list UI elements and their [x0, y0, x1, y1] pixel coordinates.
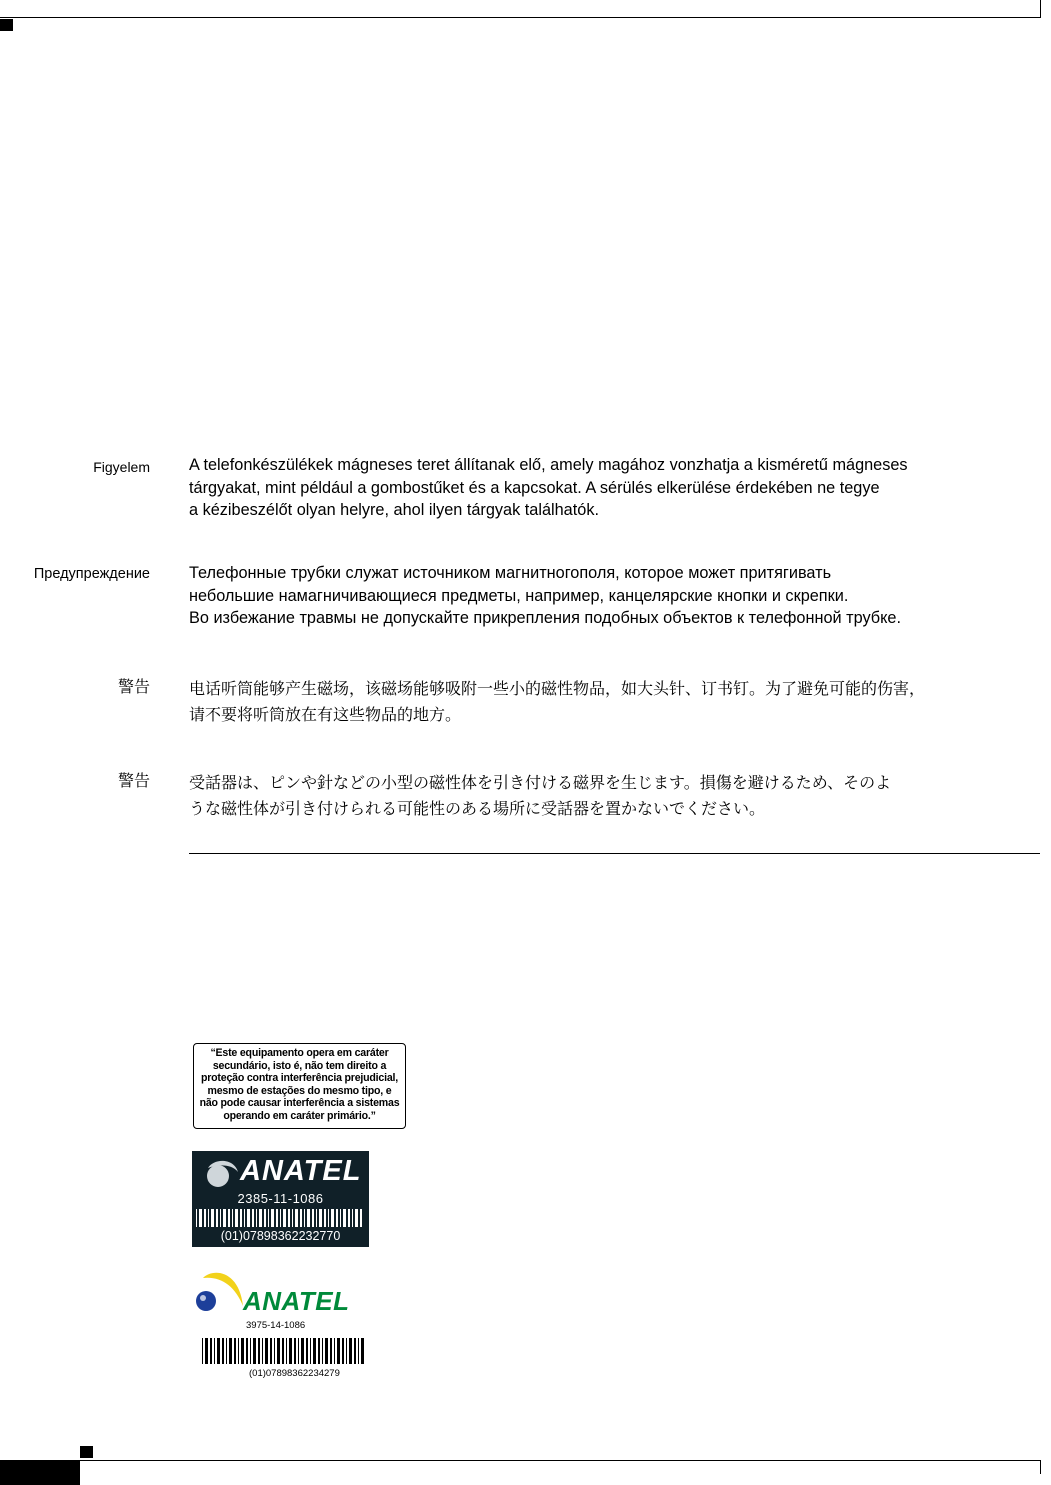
barcode-bar — [232, 1209, 233, 1227]
barcode-bar — [319, 1209, 322, 1227]
barcode-bar — [258, 1338, 260, 1364]
barcode-bar — [289, 1338, 292, 1364]
warning-line: 受話器は、ピンや針などの小型の磁性体を引き付ける磁界を生じます。損傷を避けるため、そのよ — [189, 773, 892, 792]
barcode-bar — [220, 1209, 221, 1227]
barcode-bar — [199, 1209, 202, 1227]
barcode-bar — [298, 1338, 299, 1364]
warning-line: a kézibeszélőt olyan helyre, ahol ilyen tárgyak találhatók. — [189, 501, 599, 519]
warning-line: небольшие намагничивающиеся предметы, например, канцелярские кнопки и скрепки. — [189, 586, 849, 605]
barcode-bar — [208, 1209, 209, 1227]
barcode-bar — [352, 1209, 353, 1227]
barcode-bar — [346, 1338, 347, 1364]
barcode-bar — [343, 1209, 346, 1227]
barcode-bar — [241, 1338, 244, 1364]
barcode-bar — [222, 1338, 224, 1364]
barcode-bar — [283, 1209, 286, 1227]
notice-line: “Este equipamento opera em caráter — [210, 1047, 389, 1059]
barcode-bar — [223, 1209, 226, 1227]
barcode-bar — [318, 1338, 320, 1364]
barcode-bar — [205, 1338, 208, 1364]
barcode-bar — [322, 1338, 323, 1364]
barcode-bar — [264, 1209, 266, 1227]
barcode-bar — [253, 1338, 256, 1364]
barcode-bar — [337, 1338, 340, 1364]
barcode-bar — [277, 1338, 280, 1364]
barcode-bar — [360, 1209, 362, 1227]
barcode-bar — [282, 1338, 284, 1364]
top-corner-marker — [0, 19, 13, 31]
warning-text-japanese — [189, 770, 1039, 821]
barcode-bar — [240, 1209, 242, 1227]
barcode-bar — [246, 1338, 248, 1364]
barcode-bar — [276, 1209, 278, 1227]
warning-line: Во избежание травмы не допускайте прикрепления подобных объектов к телефонной трубке. — [189, 609, 901, 627]
barcode-bar — [348, 1209, 350, 1227]
bottom-rule-end — [1040, 1460, 1041, 1474]
anatel-notice-box — [193, 1043, 406, 1129]
barcode-bar — [202, 1338, 203, 1364]
warning-label-hungarian: Figyelem — [93, 459, 150, 475]
barcode-bar — [262, 1338, 263, 1364]
barcode-icon — [196, 1209, 365, 1227]
barcode-icon — [202, 1338, 367, 1364]
barcode-bar — [226, 1338, 227, 1364]
barcode-bar — [340, 1209, 341, 1227]
barcode-bar — [306, 1338, 308, 1364]
barcode-bar — [313, 1338, 316, 1364]
barcode-bar — [307, 1209, 310, 1227]
barcode-bar — [295, 1209, 298, 1227]
barcode-bar — [247, 1209, 250, 1227]
barcode-bar — [355, 1209, 358, 1227]
warning-line: A telefonkészülékek mágneses teret állítanak elő, amely magához vonzhatja a kisméretű mágneses — [189, 456, 908, 474]
barcode-bar — [280, 1209, 281, 1227]
barcode-bar — [244, 1209, 245, 1227]
barcode-bar — [274, 1338, 275, 1364]
barcode-bar — [288, 1209, 290, 1227]
barcode-bar — [361, 1338, 364, 1364]
anatel-logo-icon — [195, 1270, 245, 1314]
warning-line: 电话听筒能够产生磁场，该磁场能够吸附一些小的磁性物品，如大头针、订书钉。为了避免可能的伤害， — [189, 679, 926, 698]
anatel-gtin-number: (01)07898362232770 — [220, 1229, 341, 1243]
barcode-bar — [354, 1338, 356, 1364]
barcode-bar — [196, 1209, 197, 1227]
notice-line: mesmo de estações do mesmo tipo, e — [207, 1084, 392, 1097]
notice-line: proteção contra interferência prejudicial, — [200, 1072, 399, 1085]
barcode-bar — [349, 1338, 352, 1364]
bottom-rule — [80, 1460, 1041, 1461]
barcode-bar — [331, 1209, 334, 1227]
warning-label-russian: Предупреждение — [33, 566, 150, 582]
barcode-bar — [204, 1209, 206, 1227]
barcode-bar — [330, 1338, 332, 1364]
barcode-bar — [316, 1209, 317, 1227]
warning-line: 请不要将听筒放在有这些物品的地方。 — [189, 704, 462, 724]
section-divider — [189, 853, 1040, 854]
barcode-bar — [270, 1338, 272, 1364]
barcode-bar — [250, 1338, 251, 1364]
notice-line: operando em caráter primário.” — [223, 1109, 376, 1122]
barcode-bar — [259, 1209, 262, 1227]
warning-line: tárgyakat, mint például a gombostűket és a kapcsokat. A sérülés elkerülése érdekében ne tegye — [189, 478, 880, 497]
footer-page-block — [0, 1460, 80, 1485]
warning-text-russian — [189, 562, 1039, 630]
barcode-bar — [234, 1338, 236, 1364]
warning-text-chinese — [189, 676, 1039, 727]
anatel-logo-icon — [204, 1158, 240, 1190]
barcode-bar — [342, 1338, 344, 1364]
barcode-bar — [256, 1209, 257, 1227]
barcode-bar — [324, 1209, 326, 1227]
barcode-bar — [334, 1338, 335, 1364]
warning-label-chinese: 警告 — [117, 677, 150, 696]
barcode-bar — [300, 1209, 302, 1227]
notice-line: não pode causar interferência a sistemas — [199, 1097, 400, 1110]
barcode-bar — [238, 1338, 239, 1364]
anatel-label-dark — [192, 1151, 369, 1247]
anatel-cert-number: 2385-11-1086 — [237, 1191, 324, 1206]
barcode-bar — [292, 1209, 293, 1227]
barcode-bar — [214, 1338, 215, 1364]
warning-line: Телефонные трубки служат источником магнитногополя, которое может притягивать — [189, 564, 832, 582]
barcode-bar — [268, 1209, 269, 1227]
barcode-bar — [265, 1338, 268, 1364]
barcode-bar — [310, 1338, 311, 1364]
barcode-bar — [301, 1338, 304, 1364]
barcode-bar — [228, 1209, 230, 1227]
anatel-brand-text: ANATEL — [243, 1286, 350, 1316]
notice-line: secundário, isto é, não tem direito a — [212, 1059, 387, 1072]
barcode-bar — [210, 1338, 212, 1364]
warning-line: うな磁性体が引き付けられる可能性のある場所に受話器を置かないでください。 — [189, 798, 766, 818]
barcode-bar — [336, 1209, 338, 1227]
top-rule — [0, 17, 1041, 18]
barcode-bar — [211, 1209, 214, 1227]
barcode-bar — [294, 1338, 296, 1364]
anatel-cert-number: 3975-14-1086 — [246, 1320, 306, 1331]
anatel-brand-text: ANATEL — [240, 1155, 362, 1187]
barcode-bar — [235, 1209, 238, 1227]
barcode-bar — [325, 1338, 328, 1364]
barcode-bar — [252, 1209, 254, 1227]
barcode-bar — [271, 1209, 274, 1227]
barcode-bar — [304, 1209, 305, 1227]
barcode-bar — [216, 1209, 218, 1227]
bottom-corner-marker — [80, 1446, 93, 1458]
barcode-bar — [312, 1209, 314, 1227]
barcode-bar — [217, 1338, 220, 1364]
top-rule-end — [1040, 0, 1041, 18]
warning-text-hungarian — [189, 454, 1039, 522]
barcode-bar — [328, 1209, 329, 1227]
anatel-gtin-number: (01)07898362234279 — [249, 1368, 340, 1379]
barcode-bar — [286, 1338, 287, 1364]
barcode-bar — [358, 1338, 359, 1364]
anatel-label-color — [195, 1270, 370, 1385]
warning-label-japanese: 警告 — [117, 771, 150, 790]
barcode-bar — [229, 1338, 232, 1364]
